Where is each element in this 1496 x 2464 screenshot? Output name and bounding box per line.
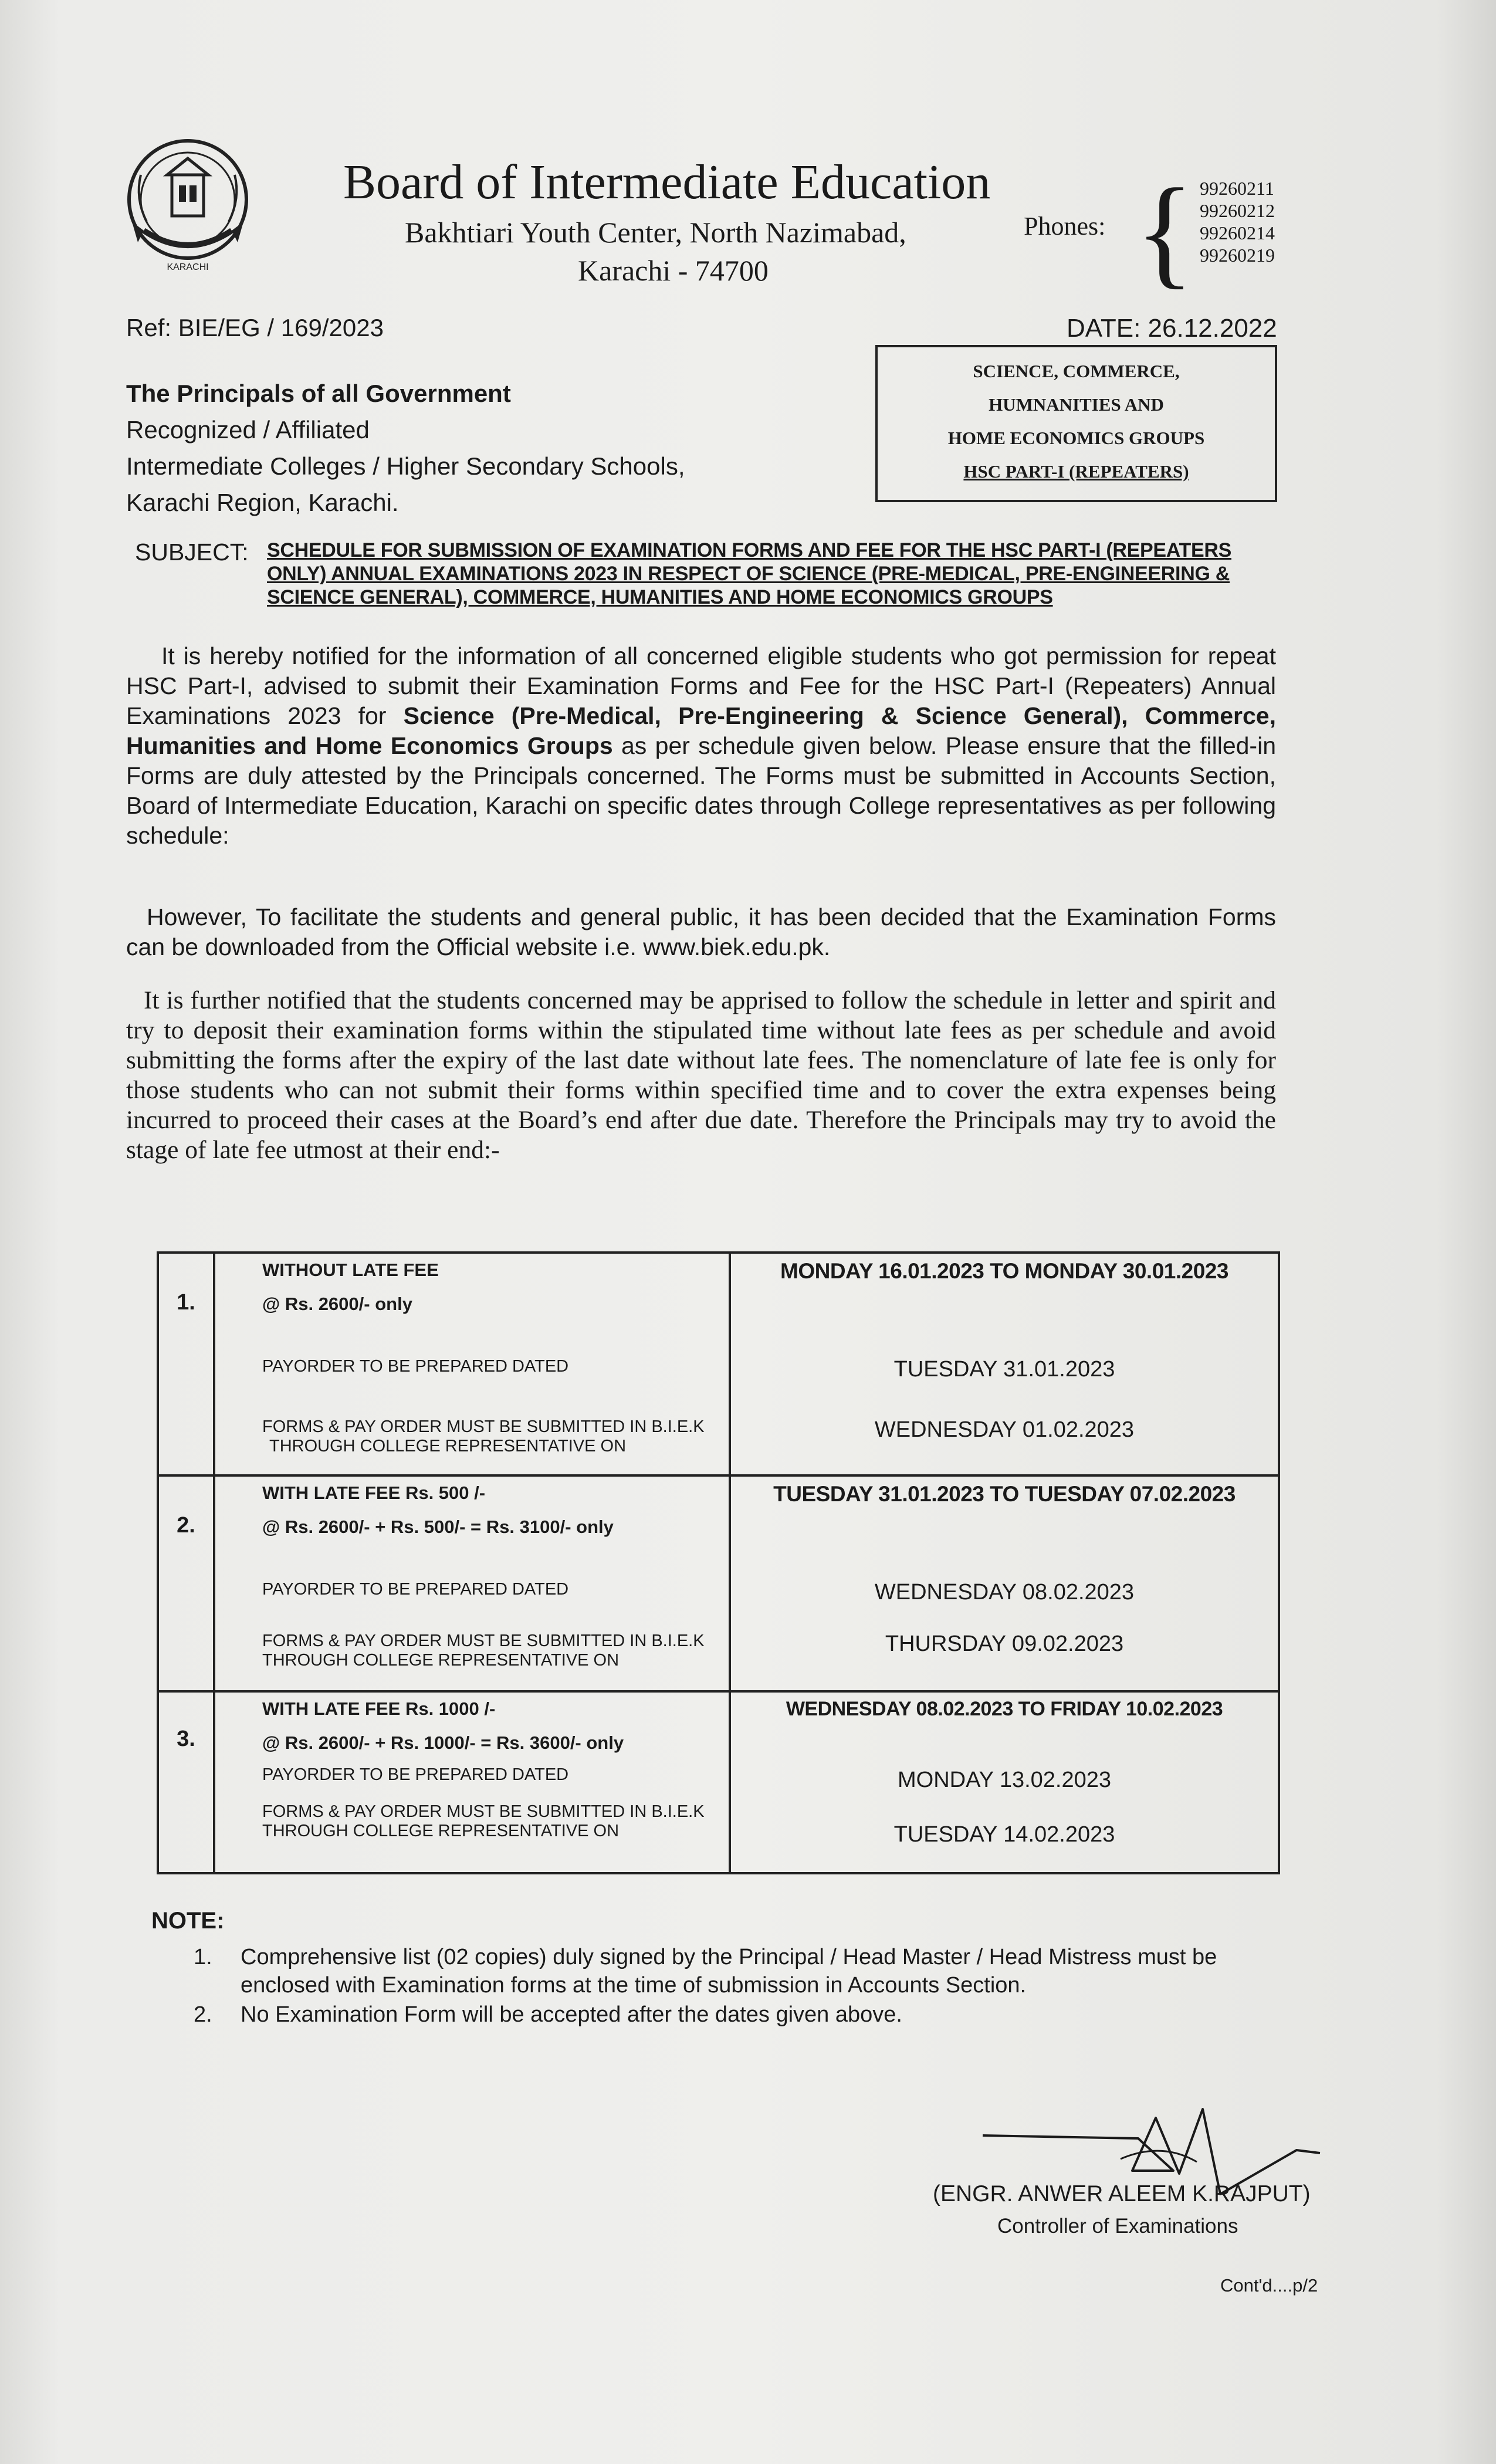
submit-label: THROUGH COLLEGE REPRESENTATIVE ON [269, 1437, 627, 1456]
payorder-date: TUESDAY 31.01.2023 [893, 1357, 1115, 1382]
note-text: Comprehensive list (02 copies) duly signed by the Principal / Head Master / Head Mistress must be enclosed with Examination forms at the time of submission in Accounts Section. [241, 1945, 1217, 1998]
payorder-date: MONDAY 13.02.2023 [897, 1768, 1112, 1792]
row-number: 2. [158, 1475, 214, 1691]
submit-label: FORMS & PAY ORDER MUST BE SUBMITTED IN B.I.E.K [262, 1417, 705, 1436]
phone-numbers [1200, 177, 1275, 266]
svg-text:KARACHI: KARACHI [167, 262, 209, 272]
note-number: 1. [194, 1945, 212, 1969]
payorder-label: PAYORDER TO BE PREPARED DATED [262, 1765, 569, 1784]
note-number: 2. [194, 2002, 212, 2027]
paragraph-bold-text: Science (Pre-Medical, Pre-Engineering & Science General), Commerce, Humanities and Home Economics Groups [126, 702, 1276, 759]
subject-text: SCHEDULE FOR SUBMISSION OF EXAMINATION FORMS AND FEE FOR THE HSC PART-I (REPEATERS ONLY) ANNUAL EXAMINATIONS 2023 IN RESPECT OF SCIENCE (PRE-MEDICAL, PRE-ENGINEERING & SCIENCE GENERAL), COMMERCE, HUMANITIES AND HOME ECONOMICS GROUPS [267, 539, 1231, 608]
table-row [158, 1253, 1279, 1475]
paragraph-text: It is hereby notified for the information of all concerned eligible students who got permission for repeat HSC Part-I, advised to submit their Examination Forms and Fee for the HSC Part-I (Repeaters) Annual Examinations 2023 for [126, 642, 1276, 729]
fee-heading: WITH LATE FEE Rs. 500 /- [262, 1483, 486, 1503]
address-line-1: Bakhtiari Youth Center, North Nazimabad, [405, 216, 906, 249]
paragraph-2: However, To facilitate the students and general public, it has been decided that the Examination Forms can be downloaded from the Official website i.e. www.biek.edu.pk. [126, 903, 1276, 960]
submit-date: THURSDAY 09.02.2023 [885, 1632, 1124, 1656]
fee-amount: @ Rs. 2600/- + Rs. 1000/- = Rs. 3600/- only [262, 1732, 624, 1753]
payorder-label: PAYORDER TO BE PREPARED DATED [262, 1357, 569, 1376]
board-title: Board of Intermediate Education [343, 155, 991, 209]
address-line-2: Karachi - 74700 [578, 254, 769, 287]
signatory-title: Controller of Examinations [997, 2215, 1238, 2238]
note-text: No Examination Form will be accepted after the dates given above. [241, 2002, 902, 2027]
table-row [158, 1691, 1279, 1873]
row-dates [730, 1475, 1279, 1691]
row-number: 1. [158, 1253, 214, 1475]
phone-number: 99260212 [1200, 200, 1275, 221]
addressee-line: Recognized / Affiliated [126, 416, 370, 444]
table-row [158, 1475, 1279, 1691]
fee-heading: WITHOUT LATE FEE [262, 1260, 439, 1280]
submit-date: WEDNESDAY 01.02.2023 [874, 1417, 1135, 1442]
continued-marker: Cont'd....p/2 [1220, 2275, 1318, 2296]
addressee-line: Karachi Region, Karachi. [126, 489, 399, 516]
row-description [214, 1691, 730, 1873]
period-dates: MONDAY 16.01.2023 TO MONDAY 30.01.2023 [780, 1259, 1228, 1283]
subject-label: SUBJECT: [135, 539, 249, 566]
addressee-line: The Principals of all Government [126, 380, 511, 407]
submit-label: THROUGH COLLEGE REPRESENTATIVE ON [262, 1651, 620, 1670]
phone-number: 99260219 [1200, 245, 1275, 266]
payorder-label: PAYORDER TO BE PREPARED DATED [262, 1580, 569, 1599]
fee-amount: @ Rs. 2600/- only [262, 1294, 412, 1314]
note-heading: NOTE: [151, 1908, 225, 1934]
phone-number: 99260214 [1200, 222, 1275, 243]
paragraph-3: It is further notified that the students concerned may be apprised to follow the schedule in letter and spirit and try to deposit their examination forms within the stipulated time without late fees as per schedule and avoid submitting the forms after the expiry of the last date without late fees. The nomenclature of late fee is only for those students who can not submit their forms within specified time and to cover the extra expenses being incurred to proceed their cases at the Board’s end after due date. Therefore the Principals may try to avoid the stage of late fee utmost at their end:- [126, 986, 1276, 1164]
fee-heading: WITH LATE FEE Rs. 1000 /- [262, 1698, 496, 1719]
phone-number: 99260211 [1200, 178, 1274, 199]
list-item [194, 1943, 1297, 1999]
list-item [194, 2001, 1297, 2029]
row-description [214, 1475, 730, 1691]
payorder-date: WEDNESDAY 08.02.2023 [874, 1580, 1135, 1605]
submit-label: FORMS & PAY ORDER MUST BE SUBMITTED IN B.I.E.K [262, 1632, 705, 1650]
letter-date: DATE: 26.12.2022 [1067, 314, 1277, 343]
submit-date: TUESDAY 14.02.2023 [893, 1822, 1115, 1847]
row-dates [730, 1253, 1279, 1475]
addressee-block [126, 375, 685, 521]
submit-label: THROUGH COLLEGE REPRESENTATIVE ON [262, 1822, 620, 1840]
period-dates: TUESDAY 31.01.2023 TO TUESDAY 07.02.2023 [773, 1482, 1236, 1506]
groups-line: HSC PART-I (REPEATERS) [963, 461, 1189, 482]
reference-number: Ref: BIE/EG / 169/2023 [126, 314, 384, 341]
row-number: 3. [158, 1691, 214, 1873]
board-logo-icon [120, 134, 255, 277]
groups-box [875, 345, 1277, 502]
addressee-line: Intermediate Colleges / Higher Secondary Schools, [126, 452, 685, 480]
phones-label: Phones: [1024, 212, 1106, 241]
period-dates: WEDNESDAY 08.02.2023 TO FRIDAY 10.02.2023 [786, 1698, 1223, 1720]
row-dates [730, 1691, 1279, 1873]
paragraph-text: as per schedule given below. Please ensure that the filled-in Forms are duly attested by the Principals concerned. The Forms must be submitted in Accounts Section, Board of Intermediate Education, Karachi on specific dates through College representatives as per following schedule: [126, 732, 1276, 849]
note-list [194, 1943, 1297, 2029]
signatory-name: (ENGR. ANWER ALEEM K.RAJPUT) [933, 2181, 1311, 2206]
submit-label: FORMS & PAY ORDER MUST BE SUBMITTED IN B.I.E.K [262, 1802, 705, 1821]
row-description [214, 1253, 730, 1475]
curly-brace-icon: { [1135, 164, 1194, 300]
schedule-table [157, 1251, 1280, 1874]
paragraph-1 [126, 641, 1276, 851]
groups-line: HOME ECONOMICS GROUPS [947, 428, 1205, 448]
groups-line: HUMNANITIES AND [989, 394, 1164, 415]
groups-line: SCIENCE, COMMERCE, [973, 361, 1180, 381]
fee-amount: @ Rs. 2600/- + Rs. 500/- = Rs. 3100/- only [262, 1517, 614, 1537]
